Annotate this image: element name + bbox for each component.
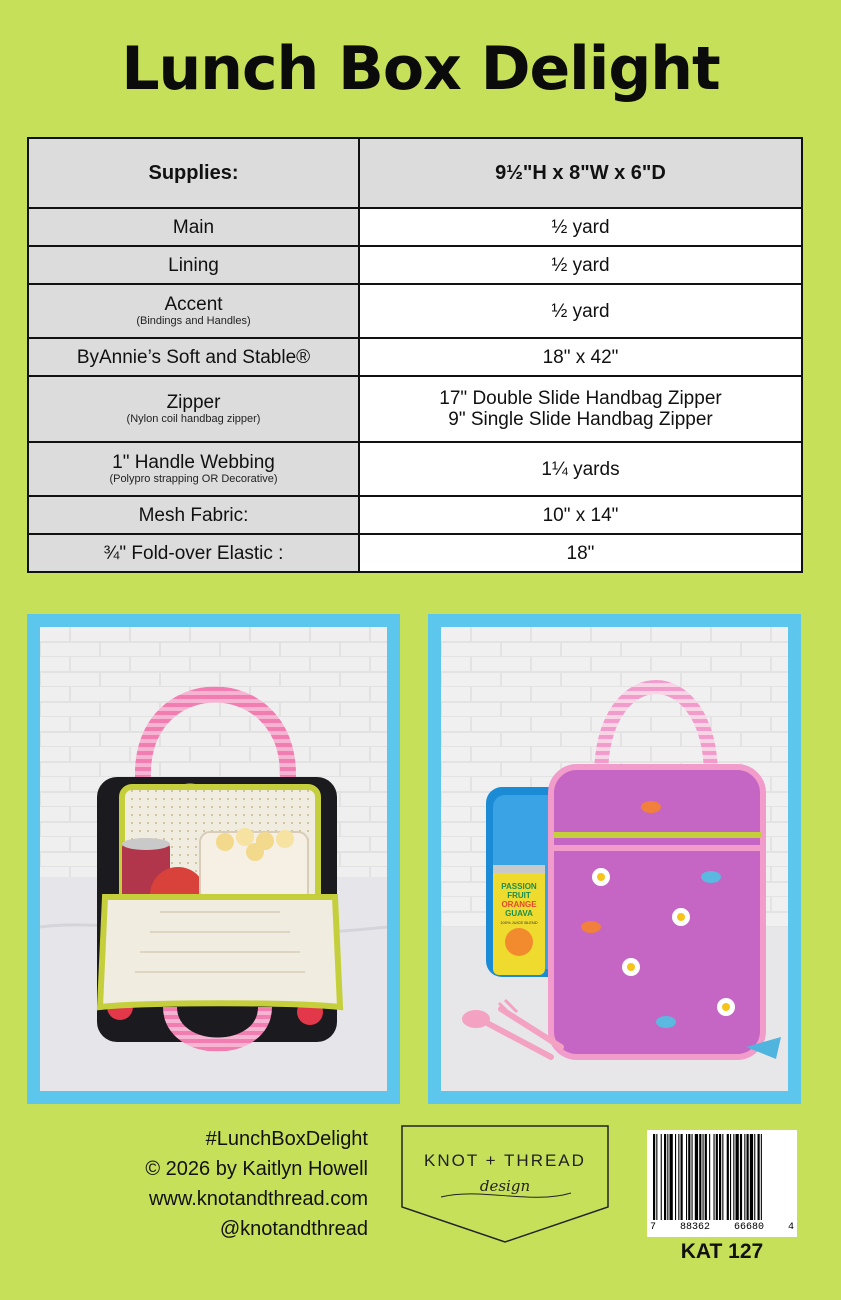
table-header-row [28, 138, 802, 208]
supply-item-note: (Bindings and Handles) [136, 315, 251, 327]
supply-amount-line: 18" [566, 542, 595, 564]
supply-item-label: ¾" Fold-over Elastic : [103, 542, 284, 564]
barcode-bar [686, 1134, 687, 1220]
page-title: Lunch Box Delight [121, 34, 720, 104]
supply-amount-line: 9" Single Slide Handbag Zipper [448, 409, 713, 430]
logo-name: KNOT + THREAD [424, 1151, 586, 1170]
barcode-bar [744, 1134, 745, 1220]
supply-item [28, 284, 359, 338]
supply-item-label: ByAnnie’s Soft and Stable® [76, 346, 311, 368]
supply-amount [359, 442, 802, 496]
barcode-bar [714, 1134, 715, 1220]
supply-amount-line: 1¼ yards [541, 458, 620, 480]
table-row [28, 284, 802, 338]
barcode-bars [647, 1130, 797, 1222]
barcode-bar [761, 1134, 762, 1220]
barcode-bar [667, 1134, 668, 1220]
supply-item-label: Lining [168, 254, 219, 276]
knot-thread-logo [401, 1125, 609, 1243]
barcode-bar [675, 1134, 676, 1220]
barcode-digits [647, 1222, 797, 1233]
barcode-bar [692, 1134, 693, 1220]
supply-item-label: Main [172, 216, 215, 238]
supply-item [28, 246, 359, 284]
supply-item [28, 376, 359, 442]
barcode-digit-group: 66680 [733, 1222, 764, 1233]
barcode-bar [716, 1134, 718, 1220]
supply-amount-line: ½ yard [551, 216, 610, 238]
barcode-bar [722, 1134, 723, 1220]
can-label-3: ORANGE [501, 900, 537, 909]
barcode-bar [709, 1134, 710, 1220]
barcode-bar [747, 1134, 749, 1220]
barcode [647, 1130, 797, 1237]
can-label-2: FRUIT [507, 891, 531, 900]
barcode-bar [699, 1134, 701, 1220]
barcode-bar [719, 1134, 721, 1220]
barcode-bar [678, 1134, 679, 1220]
copyright: © 2026 by Kaitlyn Howell [145, 1158, 368, 1180]
barcode-bar [730, 1134, 731, 1220]
hashtag: #LunchBoxDelight [205, 1128, 368, 1150]
barcode-digit-group: 88362 [679, 1222, 710, 1233]
table-row [28, 496, 802, 534]
barcode-bar [736, 1134, 739, 1220]
supplies-header: Supplies: [28, 138, 359, 208]
photo-closed-lunch-bag [441, 627, 788, 1091]
supply-item-label: Mesh Fabric: [138, 504, 249, 526]
website-link[interactable]: www.knotandthread.com [148, 1188, 368, 1210]
supply-amount-line: ½ yard [551, 254, 610, 276]
social-handle: @knotandthread [219, 1218, 368, 1240]
supply-amount [359, 284, 802, 338]
table-row [28, 246, 802, 284]
product-code: KAT 127 [680, 1240, 764, 1263]
supply-amount [359, 496, 802, 534]
barcode-digit-group: 7 [650, 1222, 657, 1233]
barcode-bar [661, 1134, 662, 1220]
supply-amount [359, 376, 802, 442]
footer-info [60, 1124, 368, 1244]
supplies-table [27, 137, 803, 573]
supply-amount [359, 208, 802, 246]
can-label-1: PASSION [501, 882, 537, 891]
table-row [28, 534, 802, 572]
barcode-bar [653, 1134, 655, 1220]
dimensions-header: 9½"H x 8"W x 6"D [359, 138, 802, 208]
barcode-bar [727, 1134, 729, 1220]
barcode-bar [705, 1134, 707, 1220]
supply-item [28, 534, 359, 572]
barcode-bar [664, 1134, 666, 1220]
table-row [28, 338, 802, 376]
barcode-bar [758, 1134, 760, 1220]
supply-amount [359, 338, 802, 376]
supply-amount-line: 10" x 14" [542, 504, 619, 526]
supply-item-label: 1" Handle Webbing [112, 452, 275, 473]
table-row [28, 376, 802, 442]
barcode-bar [733, 1134, 734, 1220]
logo-script: design [479, 1177, 531, 1195]
supply-amount-line: ½ yard [551, 300, 610, 322]
supply-amount [359, 534, 802, 572]
supply-item-label: Zipper [166, 392, 221, 413]
supply-item [28, 338, 359, 376]
barcode-bar [740, 1134, 742, 1220]
supply-item [28, 442, 359, 496]
photo-frame-closed-bag [428, 614, 801, 1104]
supply-item [28, 208, 359, 246]
supply-amount-line: 18" x 42" [542, 346, 619, 368]
barcode-bar [754, 1134, 755, 1220]
photo-open-lunch-bag [40, 627, 387, 1091]
barcode-bar [656, 1134, 657, 1220]
supply-item-note: (Polypro strapping OR Decorative) [109, 473, 278, 485]
barcode-bar [670, 1134, 673, 1220]
barcode-bar [750, 1134, 753, 1220]
barcode-bar [703, 1134, 704, 1220]
barcode-bar [681, 1134, 683, 1220]
table-row [28, 442, 802, 496]
supply-item [28, 496, 359, 534]
can-label-5: 100% JUICE BLEND [500, 920, 538, 925]
barcode-digit-group: 4 [787, 1222, 794, 1233]
can-label-4: GUAVA [505, 909, 533, 918]
barcode-bar [695, 1134, 698, 1220]
supply-amount-line: 17" Double Slide Handbag Zipper [439, 388, 722, 409]
photo-frame-open-bag [27, 614, 400, 1104]
barcode-bar [688, 1134, 690, 1220]
supply-item-note: (Nylon coil handbag zipper) [126, 413, 261, 425]
supply-item-label: Accent [164, 294, 223, 315]
supply-amount [359, 246, 802, 284]
table-row [28, 208, 802, 246]
